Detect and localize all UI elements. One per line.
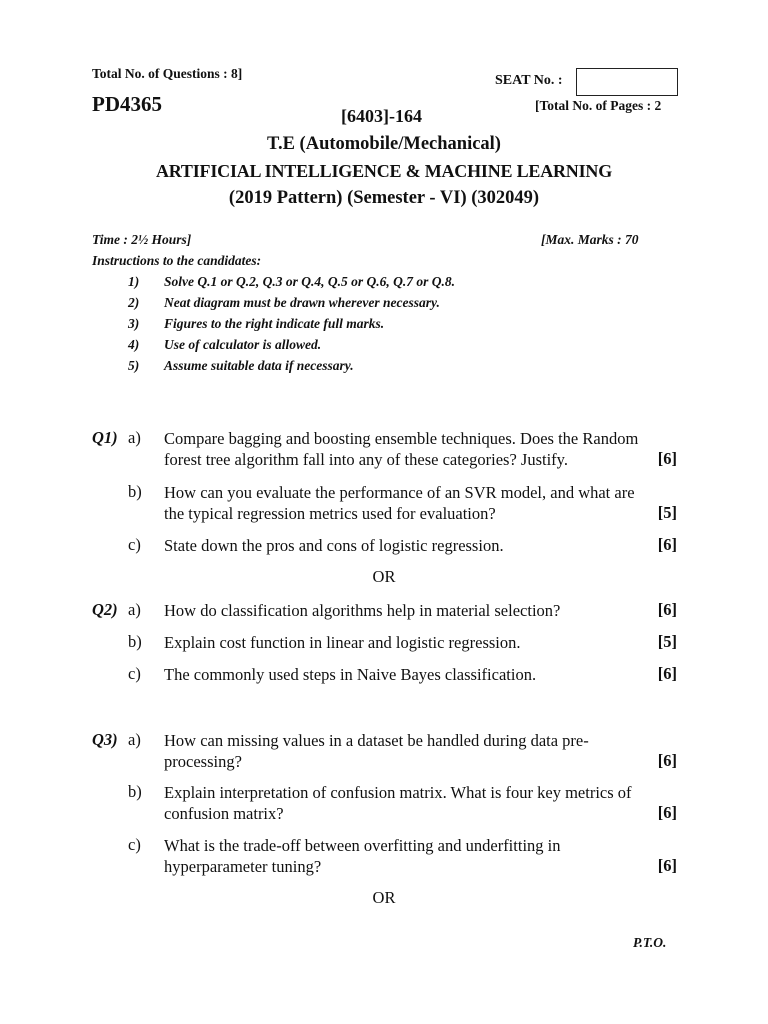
instruction-number: 1): [128, 274, 140, 289]
question-text-line: Explain cost function in linear and logistic regression.: [164, 633, 521, 652]
question-marks: [6]: [657, 664, 677, 683]
question-text: [164, 782, 677, 824]
question-part-label: a): [128, 730, 141, 749]
question-marks: [6]: [657, 600, 677, 619]
question-text-line: How do classification algorithms help in material selection?: [164, 601, 561, 620]
seat-number-box[interactable]: [576, 68, 678, 96]
question-marks: [5]: [657, 503, 677, 522]
question-text: [164, 600, 677, 621]
question-marks: [5]: [657, 632, 677, 651]
question-part-label: b): [128, 782, 142, 801]
question-text: [164, 428, 677, 470]
question-text: [164, 482, 677, 524]
question-marks: [6]: [657, 535, 677, 554]
question-part-label: b): [128, 632, 142, 651]
question-text-line: What is the trade-off between overfitting and underfitting in: [164, 836, 561, 855]
max-marks: [Max. Marks : 70: [541, 232, 639, 247]
question-part-label: c): [128, 835, 141, 854]
course-title: T.E (Automobile/Mechanical): [267, 134, 501, 154]
question-text-line: The commonly used steps in Naive Bayes classification.: [164, 665, 537, 684]
instruction-number: 2): [128, 295, 140, 310]
instruction-text: Assume suitable data if necessary.: [164, 358, 354, 373]
question-text: [164, 632, 677, 653]
question-text-line: confusion matrix?: [164, 804, 284, 823]
question-part-label: c): [128, 535, 141, 554]
instruction-number: 4): [128, 337, 140, 352]
instruction-number: 3): [128, 316, 140, 331]
pto-note: P.T.O.: [633, 935, 667, 950]
pattern-line: (2019 Pattern) (Semester - VI) (302049): [228, 188, 540, 208]
question-text-line: How can missing values in a dataset be handled during data pre-: [164, 731, 589, 750]
question-text: [164, 730, 677, 772]
exam-time: Time : 2½ Hours]: [92, 232, 192, 247]
question-number: Q2): [92, 600, 118, 619]
question-text: [164, 535, 677, 556]
seat-number-label: SEAT No. :: [495, 73, 563, 88]
question-marks: [6]: [657, 856, 677, 875]
question-text-line: processing?: [164, 752, 242, 771]
instruction-text: Figures to the right indicate full marks.: [164, 316, 385, 331]
instructions-title: Instructions to the candidates:: [92, 253, 262, 268]
instruction-text: Solve Q.1 or Q.2, Q.3 or Q.4, Q.5 or Q.6, Q.7 or Q.8.: [164, 274, 456, 289]
question-text: [164, 664, 677, 685]
question-number: Q3): [92, 730, 118, 749]
or-divider: OR: [372, 567, 396, 586]
paper-id: PD4365: [92, 92, 162, 116]
question-marks: [6]: [657, 803, 677, 822]
or-divider: OR: [372, 888, 396, 907]
question-text-line: forest tree algorithm fall into any of these categories? Justify.: [164, 450, 568, 469]
question-number: Q1): [92, 428, 118, 447]
question-text: [164, 835, 677, 877]
instruction-text: Neat diagram must be drawn wherever necessary.: [164, 295, 440, 310]
question-text-line: How can you evaluate the performance of an SVR model, and what are: [164, 483, 635, 502]
question-part-label: b): [128, 482, 142, 501]
total-questions: Total No. of Questions : 8]: [92, 66, 243, 81]
paper-code: [6403]-164: [341, 106, 422, 126]
question-part-label: c): [128, 664, 141, 683]
question-marks: [6]: [657, 449, 677, 468]
question-part-label: a): [128, 600, 141, 619]
question-text-line: hyperparameter tuning?: [164, 857, 322, 876]
instruction-text: Use of calculator is allowed.: [164, 337, 322, 352]
question-text-line: Compare bagging and boosting ensemble techniques. Does the Random: [164, 429, 639, 448]
total-pages: [Total No. of Pages : 2: [535, 98, 662, 113]
question-marks: [6]: [657, 751, 677, 770]
question-part-label: a): [128, 428, 141, 447]
instruction-number: 5): [128, 358, 140, 373]
subject-title: ARTIFICIAL INTELLIGENCE & MACHINE LEARNING: [155, 161, 613, 181]
question-text-line: State down the pros and cons of logistic regression.: [164, 536, 504, 555]
question-text-line: the typical regression metrics used for evaluation?: [164, 504, 496, 523]
question-text-line: Explain interpretation of confusion matrix. What is four key metrics of: [164, 783, 632, 802]
